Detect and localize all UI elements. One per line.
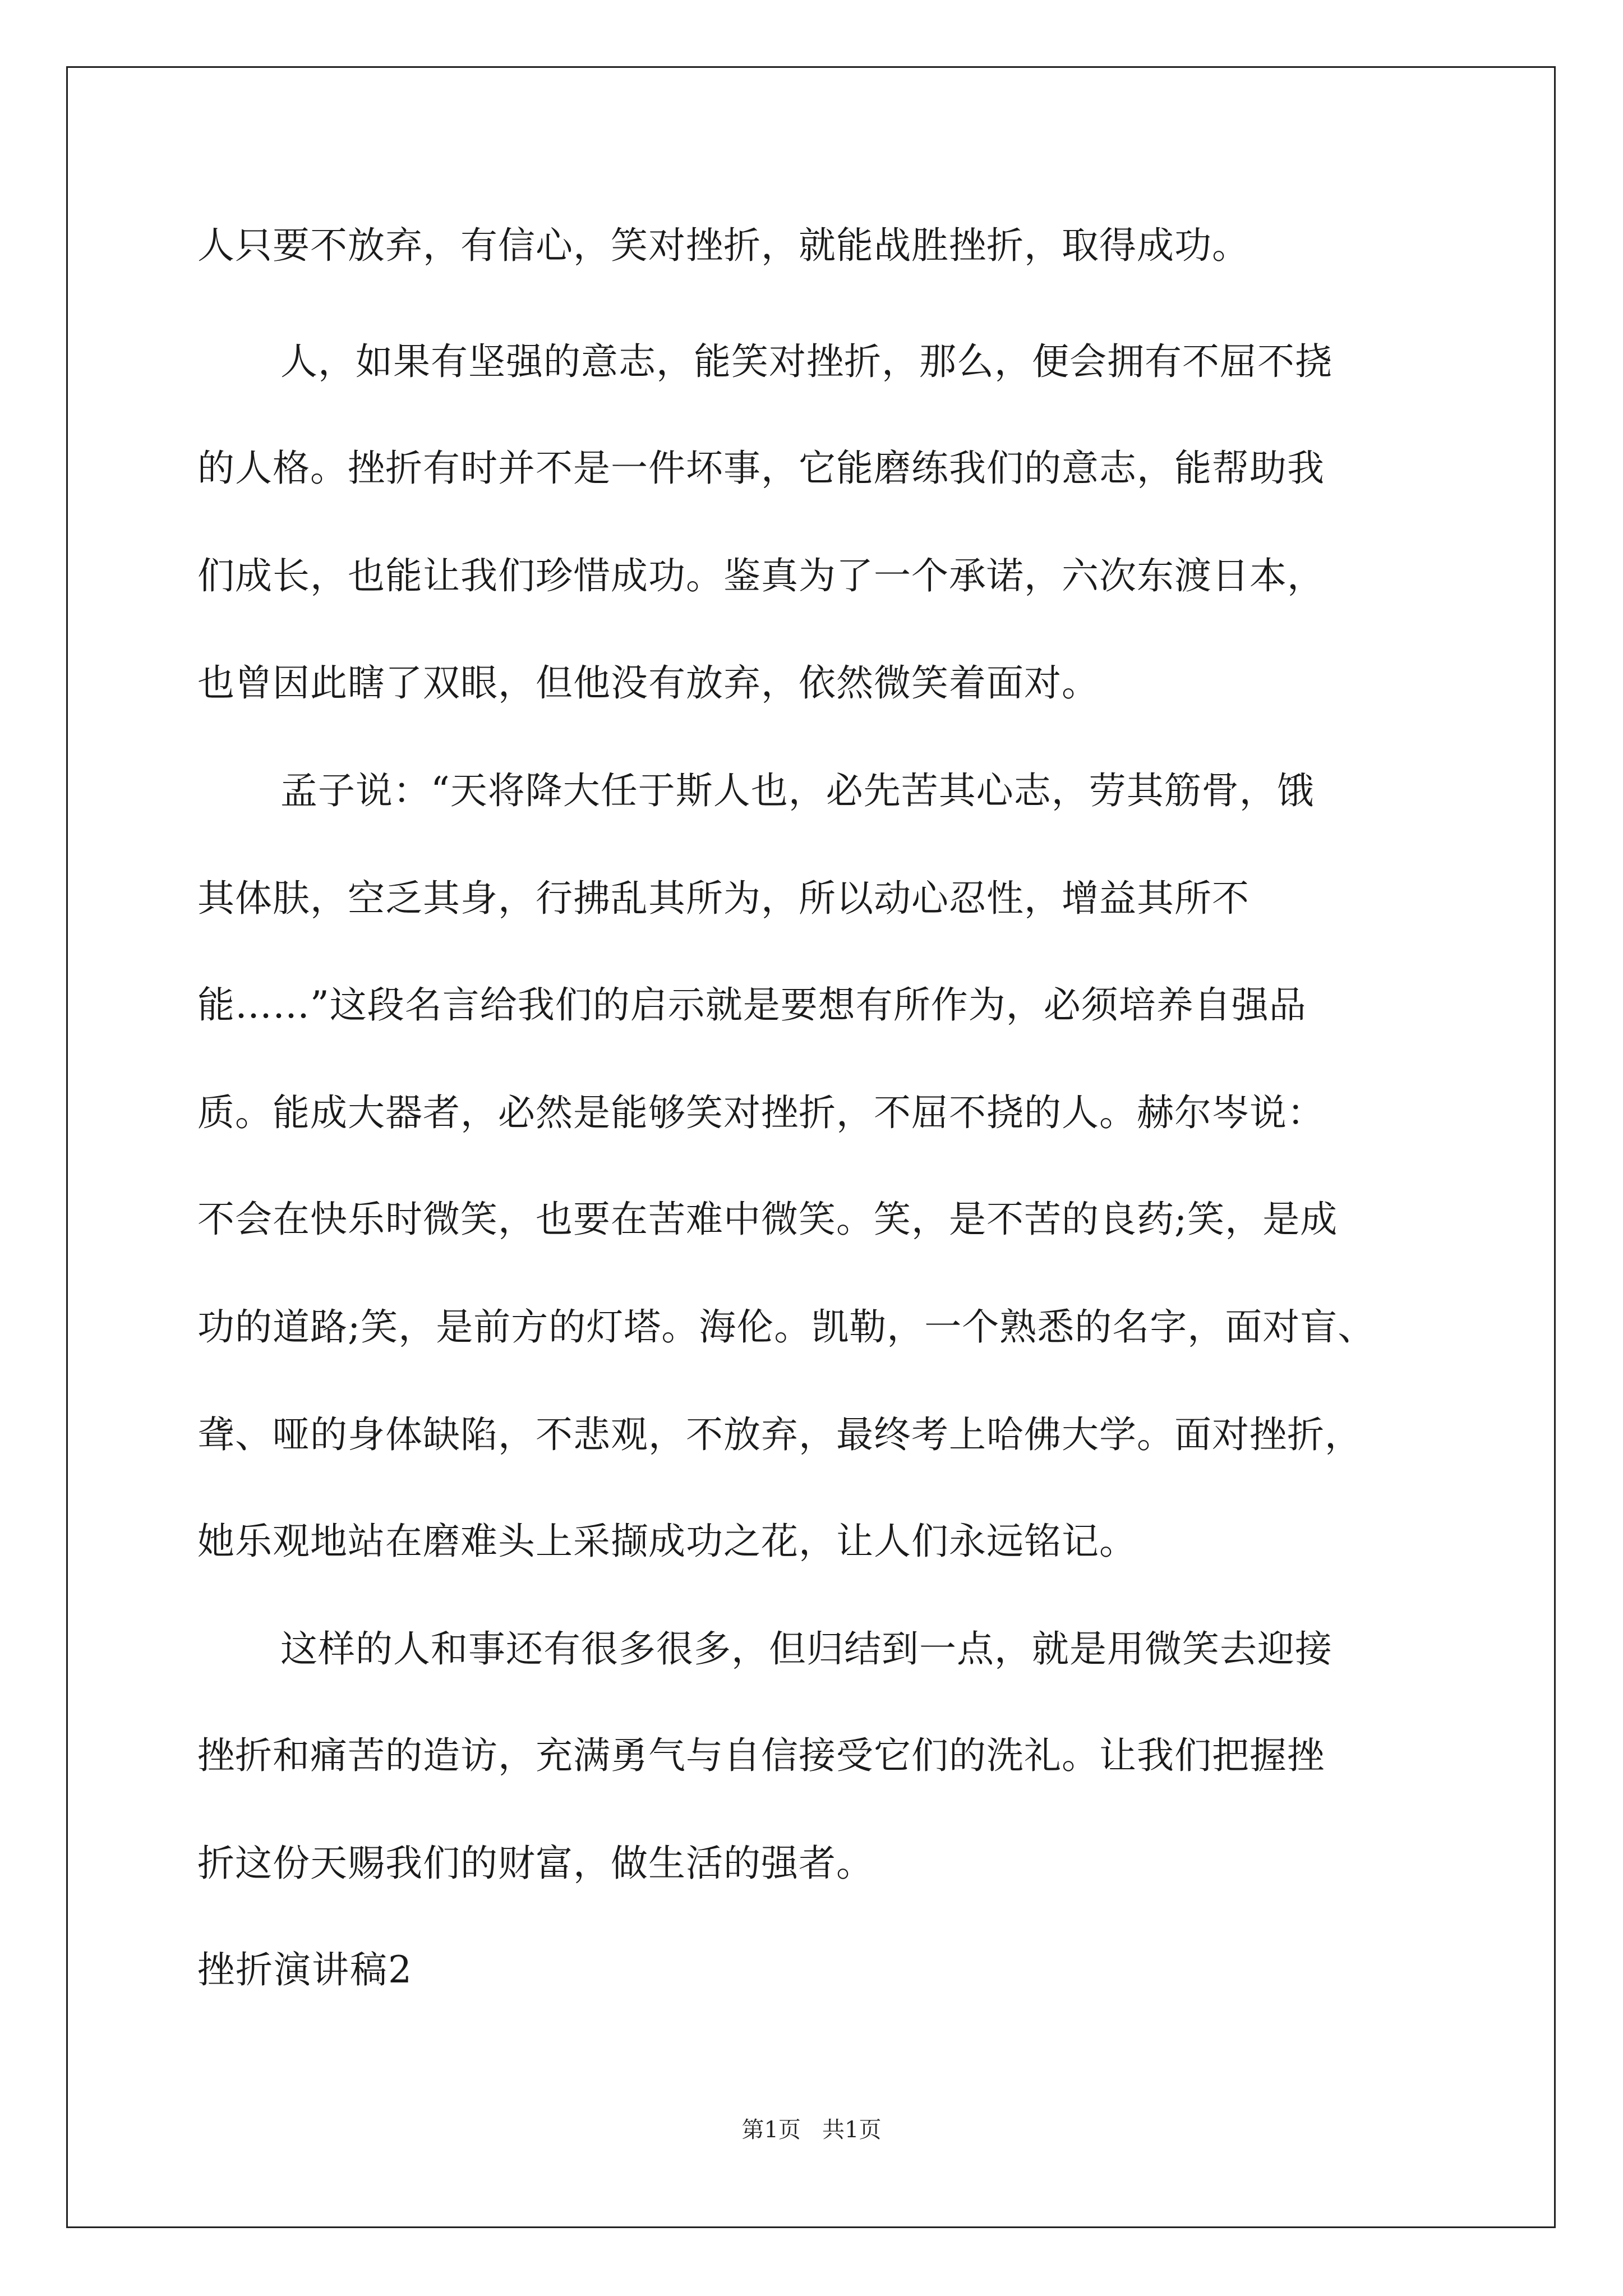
paragraph-2-line-3: 们成长，也能让我们珍惜成功。鉴真为了一个承诺，六次东渡日本， xyxy=(197,554,1325,597)
paragraph-4-line-2: 挫折和痛苦的造访，充满勇气与自信接受它们的洗礼。让我们把握挫 xyxy=(197,1734,1325,1777)
paragraph-3-line-5: 不会在快乐时微笑，也要在苦难中微笑。笑，是不苦的良药;笑，是成 xyxy=(197,1198,1338,1241)
paragraph-3-line-1: 孟子说：“天将降大任于斯人也，必先苦其心志，劳其筋骨，饿 xyxy=(280,769,1315,812)
paragraph-4-line-3: 折这份天赐我们的财富，做生活的强者。 xyxy=(197,1842,874,1885)
page-border xyxy=(66,66,1556,2228)
paragraph-3-line-2: 其体肤，空乏其身，行拂乱其所为，所以动心忍性，增益其所不 xyxy=(197,877,1249,920)
paragraph-1-line-1: 人只要不放弃，有信心，笑对挫折，就能战胜挫折，取得成功。 xyxy=(197,224,1249,267)
section-heading: 挫折演讲稿2 xyxy=(197,1948,413,1991)
paragraph-3-line-8: 她乐观地站在磨难头上采撷成功之花，让人们永远铭记。 xyxy=(197,1520,1137,1563)
paragraph-2-line-2: 的人格。挫折有时并不是一件坏事，它能磨练我们的意志，能帮助我 xyxy=(197,447,1325,490)
paragraph-3-line-6: 功的道路;笑，是前方的灯塔。海伦。凯勒，一个熟悉的名字，面对盲、 xyxy=(197,1305,1376,1349)
page-footer: 第1页 共1页 xyxy=(741,2117,882,2143)
paragraph-2-line-1: 人，如果有坚强的意志，能笑对挫折，那么，便会拥有不屈不挠 xyxy=(280,340,1332,383)
paragraph-3-line-4: 质。能成大器者，必然是能够笑对挫折，不屈不挠的人。赫尔岑说： xyxy=(197,1091,1325,1134)
paragraph-4-line-1: 这样的人和事还有很多很多，但归结到一点，就是用微笑去迎接 xyxy=(280,1627,1332,1671)
paragraph-2-line-4: 也曾因此瞎了双眼，但他没有放弃，依然微笑着面对。 xyxy=(197,661,1099,705)
paragraph-3-line-7: 聋、哑的身体缺陷，不悲观，不放弃，最终考上哈佛大学。面对挫折， xyxy=(197,1413,1362,1456)
paragraph-3-line-3: 能……”这段名言给我们的启示就是要想有所作为，必须培养自强品 xyxy=(197,983,1307,1027)
